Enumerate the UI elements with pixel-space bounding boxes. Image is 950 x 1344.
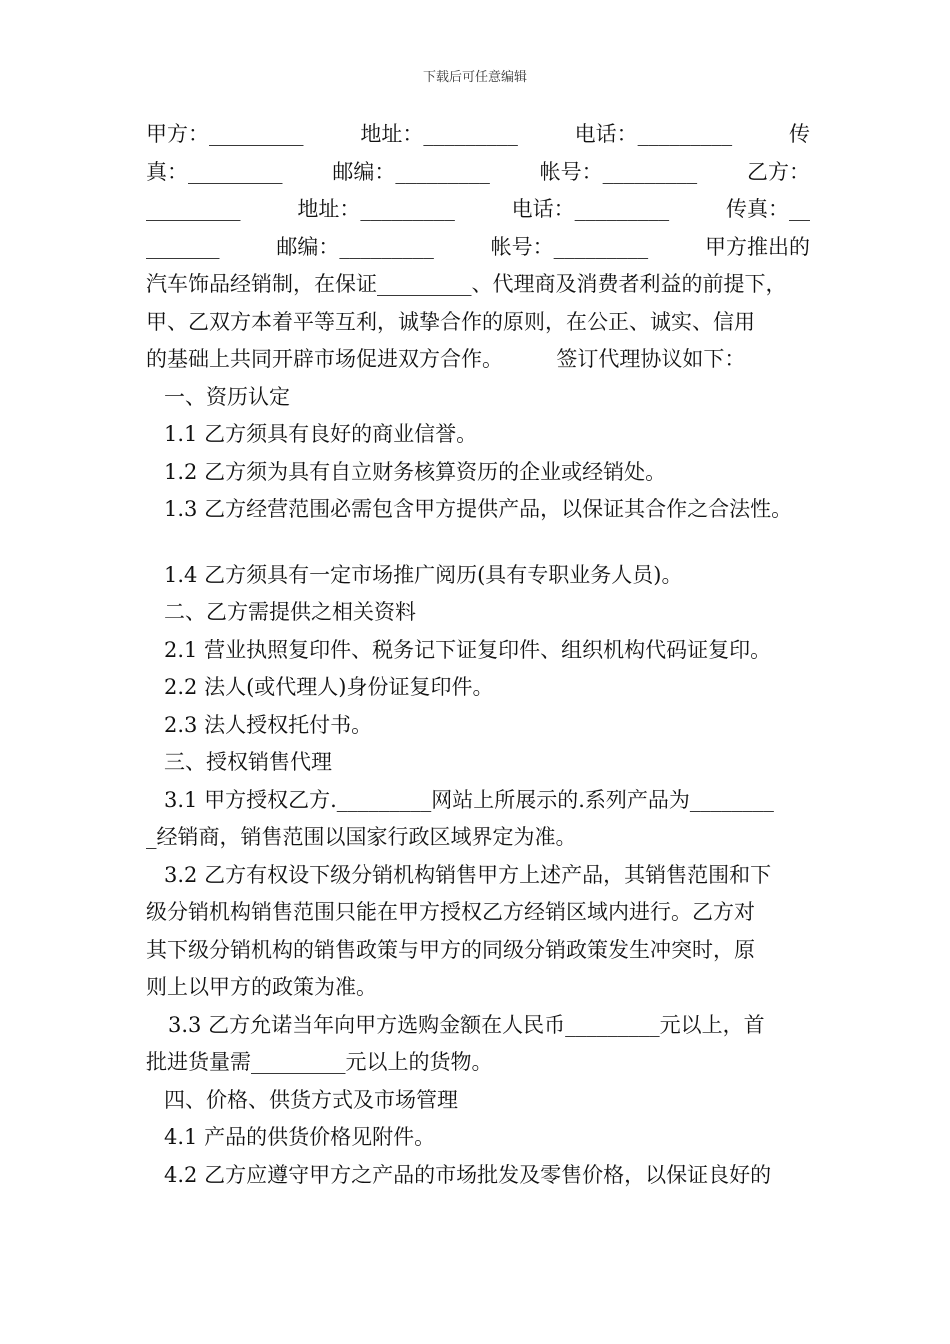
party-field: 甲方：_________ (146, 122, 304, 146)
clause-3-1: 3.1 甲方授权乙方._________网站上所展示的.系列产品为________ (164, 787, 774, 812)
clause-2-2: 2.2 法人(或代理人)身份证复印件。 (164, 675, 494, 699)
party-field: 乙方： (746, 159, 810, 184)
clause-1-1: 1.1 乙方须具有良好的商业信誉。 (164, 422, 478, 446)
section-2-heading: 二、乙方需提供之相关资料 (164, 600, 416, 624)
clause-2-1: 2.1 营业执照复印件、税务记下证复印件、组织机构代码证复印。 (164, 637, 772, 662)
section-4-heading: 四、价格、供货方式及市场管理 (164, 1087, 458, 1112)
party-field: _______ (146, 234, 220, 259)
party-line-3 (146, 191, 810, 229)
clause-3-2-cont: 则上以甲方的政策为准。 (146, 975, 377, 999)
party-field: 帐号：_________ (539, 159, 698, 184)
section-1-heading: 一、资历认定 (164, 384, 290, 409)
clause-4-1: 4.1 产品的供货价格见附件。 (164, 1125, 436, 1149)
party-field: 电话：_________ (574, 122, 733, 146)
party-field: 邮编：_________ (276, 234, 434, 259)
document-body (146, 116, 810, 1194)
page-header: 下载后可任意编辑 (422, 70, 527, 85)
intro-line: 汽车饰品经销制，在保证_________、代理商及消费者利益的前提下， (146, 272, 787, 296)
party-field: _________ (146, 197, 241, 221)
party-field: 邮编：_________ (332, 159, 490, 184)
party-field: 地址：_________ (297, 197, 455, 221)
clause-2-3: 2.3 法人授权托付书。 (164, 712, 373, 737)
party-field: 真：_________ (146, 159, 283, 184)
party-line-2 (146, 154, 810, 192)
clause-3-2-cont: 其下级分销机构的销售政策与甲方的同级分销政策发生冲突时，原 (146, 937, 755, 962)
party-field: 甲方推出的 (704, 234, 810, 259)
party-field: 帐号：_________ (490, 234, 649, 259)
section-3-heading: 三、授权销售代理 (164, 750, 332, 774)
clause-3-2: 3.2 乙方有权设下级分销机构销售甲方上述产品，其销售范围和下 (164, 862, 772, 887)
clause-4-2: 4.2 乙方应遵守甲方之产品的市场批发及零售价格，以保证良好的 (164, 1162, 772, 1187)
clause-3-3-cont: 批进货量需_________元以上的货物。 (146, 1050, 493, 1074)
party-field: 传真：__ (725, 197, 810, 221)
clause-1-3: 1.3 乙方经营范围必需包含甲方提供产品，以保证其合作之合法性。 (164, 497, 793, 521)
intro-line: 的基础上共同开辟市场促进双方合作。 签订代理协议如下： (146, 347, 746, 371)
party-field: 地址：_________ (360, 122, 518, 146)
party-field: 传 (788, 122, 810, 146)
blank-line (146, 529, 810, 557)
clause-1-4: 1.4 乙方须具有一定市场推广阅历(具有专职业务人员)。 (164, 562, 683, 587)
clause-3-1-cont: _经销商，销售范围以国家行政区域界定为准。 (146, 825, 577, 849)
party-line-4 (146, 229, 810, 267)
clause-1-2: 1.2 乙方须为具有自立财务核算资历的企业或经销处。 (164, 459, 667, 484)
intro-line: 甲、乙双方本着平等互利，诚挚合作的原则，在公正、诚实、信用 (146, 309, 755, 334)
clause-3-2-cont: 级分销机构销售范围只能在甲方授权乙方经销区域内进行。乙方对 (146, 900, 755, 924)
party-line-1 (146, 116, 810, 154)
party-field: 电话：_________ (511, 197, 670, 221)
clause-3-3: 3.3 乙方允诺当年向甲方选购金额在人民币_________元以上，首 (168, 1012, 765, 1037)
